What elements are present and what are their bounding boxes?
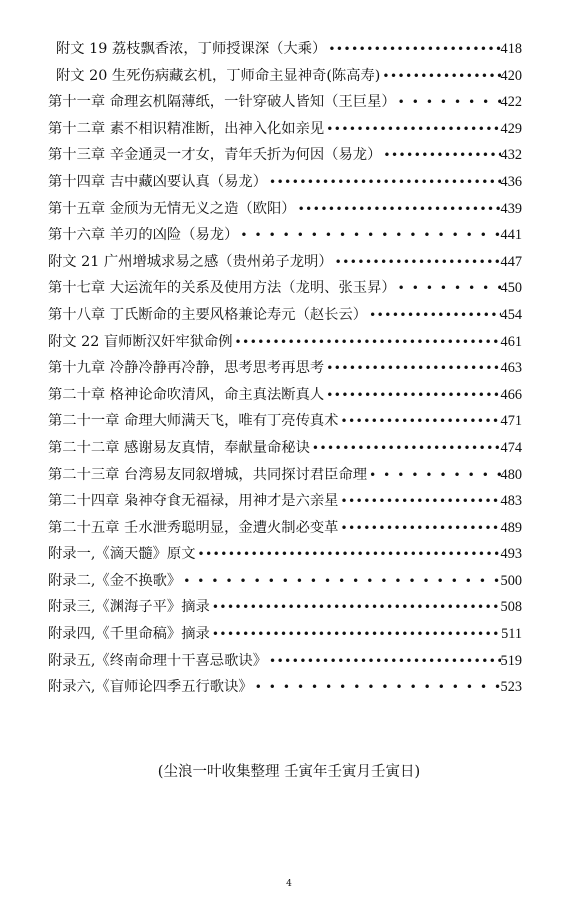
toc-entry[interactable] xyxy=(48,331,522,358)
toc-entry[interactable] xyxy=(48,277,522,304)
toc-entry-page: 471 xyxy=(500,413,522,430)
dot-leader xyxy=(381,148,500,162)
page-number: 4 xyxy=(286,879,292,889)
toc-entry-page: 519 xyxy=(500,652,522,669)
dot-leader xyxy=(267,654,501,668)
toc-entry-title: 第十五章 金颀为无情无义之造（欧阳） xyxy=(48,200,296,217)
toc-entry-title: 第十三章 辛金通灵一才女，青年夭折为何因（易龙） xyxy=(48,147,382,164)
toc-entry[interactable] xyxy=(48,118,522,145)
dot-leader xyxy=(380,69,500,83)
toc-entry-page: 523 xyxy=(500,679,522,696)
dot-leader xyxy=(233,335,501,349)
toc-entry-title: 第十九章 冷静冷静再冷静，思考思考再思考 xyxy=(48,360,325,377)
toc-entry[interactable] xyxy=(48,464,522,491)
toc-entry-title: 附录四,《千里命稿》摘录 xyxy=(48,626,210,643)
toc-entry-title: 第二十三章 台湾易友同叙增城，共同探讨君臣命理 xyxy=(48,466,368,483)
toc-entry[interactable] xyxy=(48,490,522,517)
toc-entry-title: 第十一章 命理玄机隔薄纸，一针穿破人皆知（王巨星） xyxy=(48,94,396,111)
toc-entry-page: 508 xyxy=(500,599,522,616)
dot-leader xyxy=(338,494,500,508)
toc-entry-page: 474 xyxy=(500,439,522,456)
dot-leader xyxy=(181,574,500,588)
toc-entry[interactable] xyxy=(48,410,522,437)
toc-entry-page: 450 xyxy=(500,280,522,297)
toc-entry-page: 439 xyxy=(500,200,522,217)
toc-entry-page: 429 xyxy=(500,120,522,137)
dot-leader xyxy=(210,627,501,641)
dot-leader xyxy=(367,308,500,322)
dot-leader xyxy=(296,202,501,216)
dot-leader xyxy=(196,547,501,561)
toc-entry[interactable] xyxy=(48,596,522,623)
toc-entry[interactable] xyxy=(48,517,522,544)
toc-entry-title: 第十二章 素不相识精准断，出神入化如亲见 xyxy=(48,120,325,137)
dot-leader xyxy=(338,414,500,428)
toc-entry[interactable] xyxy=(48,144,522,171)
toc-entry-page: 461 xyxy=(500,333,522,350)
toc-entry-title: 附文 21 广州增城求易之感（贵州弟子龙明） xyxy=(48,253,333,270)
toc-entry-title: 第二十四章 枭神夺食无福禄，用神才是六亲星 xyxy=(48,493,339,510)
toc-entry-page: 432 xyxy=(500,147,522,164)
toc-entry-title: 第十四章 吉中藏凶要认真（易龙） xyxy=(48,173,267,190)
toc-entry-title: 第十七章 大运流年的关系及使用方法（龙明、张玉昇） xyxy=(48,280,396,297)
toc-entry-page: 436 xyxy=(500,173,522,190)
toc-entry-page: 511 xyxy=(501,626,522,643)
toc-entry[interactable] xyxy=(48,91,522,118)
toc-entry-page: 493 xyxy=(500,546,522,563)
toc-entry-page: 441 xyxy=(500,227,522,244)
toc-entry-page: 466 xyxy=(500,386,522,403)
toc-entry-title: 第二十五章 壬水泄秀聪明显，金遭火制必变革 xyxy=(48,519,339,536)
toc-entry[interactable] xyxy=(48,304,522,331)
toc-entry-title: 附文 19 荔枝飘香浓，丁师授课深（大乘） xyxy=(56,41,327,57)
dot-leader xyxy=(324,122,500,136)
dot-leader xyxy=(267,175,501,189)
toc-entry[interactable] xyxy=(48,38,522,65)
dot-leader xyxy=(310,441,501,455)
toc-entry[interactable] xyxy=(48,251,522,278)
dot-leader xyxy=(338,521,500,535)
toc-entry-page: 447 xyxy=(500,253,522,270)
toc-entry-title: 第十六章 羊刃的凶险（易龙） xyxy=(48,227,239,244)
toc-entry-page: 483 xyxy=(500,493,522,510)
toc-entry[interactable] xyxy=(48,437,522,464)
toc-entry[interactable] xyxy=(48,650,522,677)
toc-entry-title: 附录六,《盲师论四季五行歌诀》 xyxy=(48,679,253,696)
dot-leader xyxy=(324,388,500,402)
toc-entry-page: 420 xyxy=(500,67,522,84)
dot-leader xyxy=(367,468,500,482)
toc-entry-title: 附录五,《终南命理十干喜忌歌诀》 xyxy=(48,652,267,669)
dot-leader xyxy=(238,228,500,242)
toc-entry[interactable] xyxy=(48,224,522,251)
toc-entry-page: 489 xyxy=(500,519,522,536)
toc-entry-title: 附录二,《金不换歌》 xyxy=(48,572,182,589)
toc-entry[interactable] xyxy=(48,623,522,650)
toc-entry[interactable] xyxy=(48,384,522,411)
table-of-contents xyxy=(48,38,522,703)
toc-entry-page: 422 xyxy=(500,94,522,111)
dot-leader xyxy=(210,600,501,614)
toc-entry-title: 附文 20 生死伤病藏玄机，丁师命主显神奇(陈高寿) xyxy=(56,67,381,84)
dot-leader xyxy=(333,255,501,269)
dot-leader xyxy=(396,281,501,295)
toc-entry-page: 463 xyxy=(500,360,522,377)
toc-entry-title: 第二十二章 感谢易友真情，奉献量命秘诀 xyxy=(48,439,310,456)
toc-entry[interactable] xyxy=(48,570,522,597)
dot-leader xyxy=(326,42,500,56)
toc-entry[interactable] xyxy=(48,198,522,225)
toc-entry-title: 附录一,《滴天髓》原文 xyxy=(48,546,196,563)
toc-entry[interactable] xyxy=(48,357,522,384)
dot-leader xyxy=(324,361,500,375)
dot-leader xyxy=(396,95,501,109)
toc-entry-page: 418 xyxy=(500,41,522,57)
toc-entry-page: 454 xyxy=(500,306,522,323)
toc-entry-page: 480 xyxy=(500,466,522,483)
toc-entry[interactable] xyxy=(48,171,522,198)
toc-entry-page: 500 xyxy=(500,572,522,589)
compiler-note: (尘浪一叶收集整理 壬寅年壬寅月壬寅日) xyxy=(157,764,421,780)
toc-entry-title: 附录三,《渊海子平》摘录 xyxy=(48,599,210,616)
dot-leader xyxy=(253,680,501,694)
toc-entry-title: 第二十章 格神论命吹清风，命主真法断真人 xyxy=(48,386,325,403)
toc-entry-title: 第十八章 丁氏断命的主要风格兼论寿元（赵长云） xyxy=(48,306,368,323)
toc-entry[interactable] xyxy=(48,65,522,92)
toc-entry-title: 附文 22 盲师断汉奸牢狱命例 xyxy=(48,333,233,350)
toc-entry[interactable] xyxy=(48,543,522,570)
toc-entry-title: 第二十一章 命理大师满天飞，唯有丁亮传真术 xyxy=(48,413,339,430)
toc-entry[interactable] xyxy=(48,676,522,703)
